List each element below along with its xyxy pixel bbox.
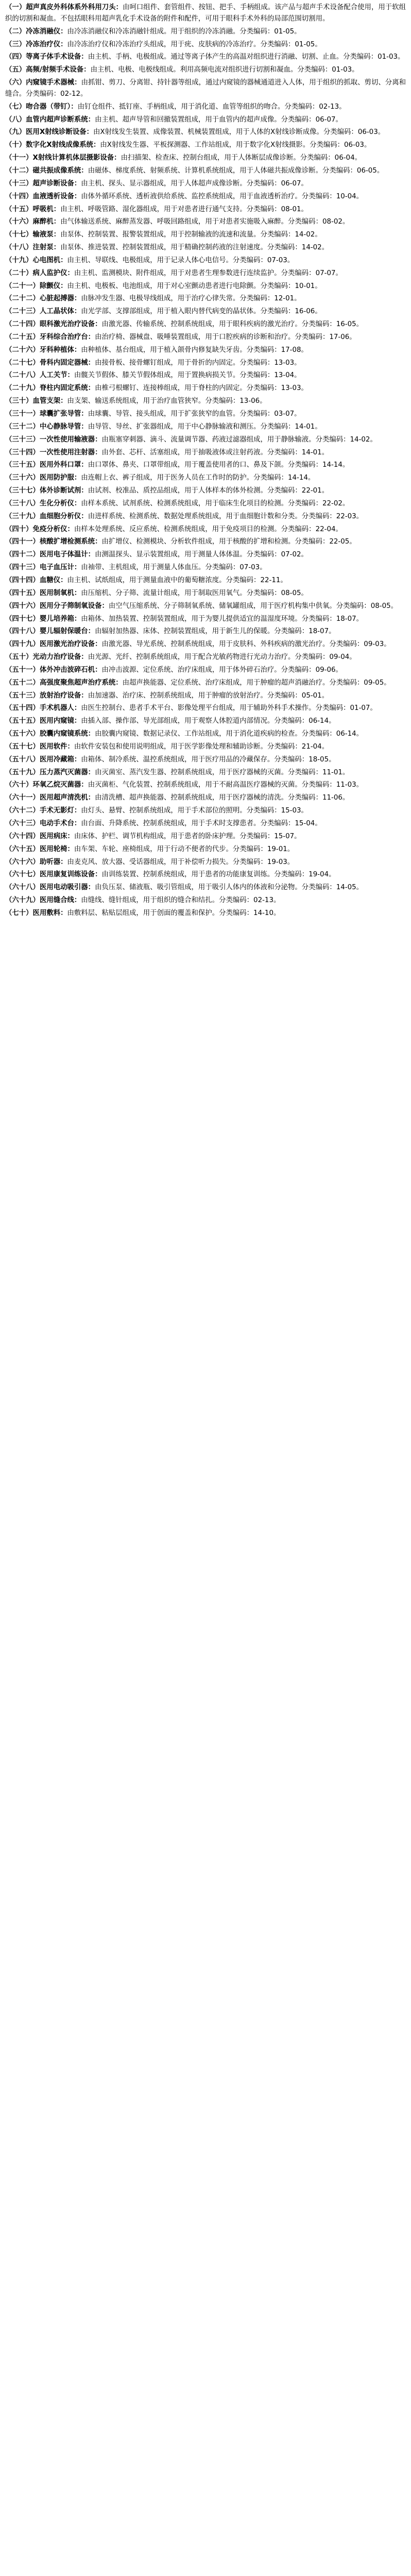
entry-paragraph xyxy=(5,536,406,548)
entry-body: 由连帽上衣、裤子组成，用于医务人员在工作时的防护。分类编码：14-14。 xyxy=(81,474,315,482)
entry-body: 由气体输送系统、麻醉蒸发器、呼吸回路组成，用于对患者实施吸入麻醉。分类编码：08-02。 xyxy=(60,218,350,226)
entry-paragraph xyxy=(5,524,406,535)
entry-paragraph xyxy=(5,511,406,522)
entry-body: 由激光器、传输系统、控制系统组成，用于眼科疾病的激光治疗。分类编码：16-05。 xyxy=(101,320,364,329)
entry-body: 由台面、升降系统、控制系统组成，用于手术时支撑患者。分类编码：15-04。 xyxy=(81,820,322,827)
entry-body: 由泵体、控制装置、报警装置组成，用于控制输液的流速和流量。分类编码：14-02。 xyxy=(60,231,322,239)
entry-body: 由钉仓组件、抵钉座、手柄组成，用于消化道、血管等组织的吻合。分类编码：02-13。 xyxy=(77,103,346,111)
entry-body: 由主机、探头、显示器组成，用于人体超声成像诊断。分类编码：06-07。 xyxy=(81,179,308,188)
entry-title: （三十五）医用外科口罩： xyxy=(5,461,88,469)
entry-title: （七）吻合器（带钉）： xyxy=(5,103,78,111)
entry-body: 由负压泵、储液瓶、吸引管组成，用于吸引人体内的体液和分泌物。分类编码：14-05。 xyxy=(95,884,364,892)
entry-body: 由主机、导联线、电极组成，用于记录人体心电信号。分类编码：07-03。 xyxy=(67,256,295,264)
entry-title: （三十二）中心静脉导管： xyxy=(5,422,88,431)
entry-body: 由X射线发生装置、成像装置、机械装置组成，用于人体的X射线诊断成像。分类编码：06-03。 xyxy=(93,128,385,137)
entry-title: （五）高频/射频手术设备： xyxy=(5,66,91,74)
entry-title: （四十五）医用制氧机： xyxy=(5,589,81,597)
entry-paragraph xyxy=(5,677,406,689)
entry-paragraph xyxy=(5,409,406,420)
entry-body: 由灯头、悬臂、控制系统组成，用于手术部位的照明。分类编码：15-03。 xyxy=(81,807,308,815)
entry-body: 由主机、手柄、电极组成。通过等离子体产生的高温对组织进行消融、切割、止血。分类编码：01-03。 xyxy=(88,53,405,61)
entry-body: 由空气压缩系统、分子筛制氧系统、储氧罐组成，用于医疗机构集中供氧。分类编码：08-05。 xyxy=(108,602,398,610)
entry-paragraph xyxy=(5,319,406,330)
entry-body: 由扩增仪、检测模块、分析软件组成，用于核酸的扩增和检测。分类编码：22-05。 xyxy=(101,538,356,546)
entry-body: 由试剂、校准品、质控品组成，用于人体样本的体外检测。分类编码：22-01。 xyxy=(88,487,329,495)
entry-paragraph xyxy=(5,216,406,228)
entry-paragraph xyxy=(5,792,406,804)
entry-title: （五十九）压力蒸汽灭菌器： xyxy=(5,768,95,776)
entry-paragraph xyxy=(5,754,406,766)
entry-paragraph xyxy=(5,741,406,753)
entry-body: 由冷冻消融仪和冷冻消融针组成。用于组织的冷冻消融。分类编码：01-05。 xyxy=(67,27,301,36)
entry-paragraph xyxy=(5,345,406,356)
entry-paragraph xyxy=(5,332,406,343)
entry-title: （二十八）人工关节： xyxy=(5,371,74,380)
entry-paragraph xyxy=(5,447,406,459)
entry-paragraph xyxy=(5,652,406,663)
entry-title: （十八）注射泵： xyxy=(5,244,61,252)
entry-paragraph xyxy=(5,472,406,484)
entry-title: （十一）X射线计算机体层摄影设备： xyxy=(5,154,121,162)
entry-paragraph xyxy=(5,716,406,727)
entry-body: 由超声换能器、定位系统、治疗床组成，用于肿瘤的超声消融治疗。分类编码：09-05。 xyxy=(122,679,391,687)
entry-paragraph xyxy=(5,601,406,612)
entry-title: （三十）血管支架： xyxy=(5,397,67,405)
entry-title: （三十三）一次性使用输液器： xyxy=(5,435,102,444)
entry-body: 由主机、监测模块、附件组成，用于对患者生理参数进行连续监护。分类编码：07-07。 xyxy=(74,269,342,277)
entry-title: （二十三）人工晶状体： xyxy=(5,308,81,316)
entry-body: 由脉冲发生器、电极导线组成，用于治疗心律失常。分类编码：12-01。 xyxy=(81,295,301,303)
entry-paragraph xyxy=(5,434,406,446)
entry-title: （六十五）医用轮椅： xyxy=(5,845,74,853)
entry-body: 由扫描架、检查床、控制台组成，用于人体断层成像诊断。分类编码：06-04。 xyxy=(121,154,362,162)
entry-body: 由训练装置、控制系统组成，用于患者的功能康复训练。分类编码：19-04。 xyxy=(101,871,336,879)
entry-paragraph xyxy=(5,204,406,215)
entry-body: 由清洗槽、超声换能器、控制系统组成，用于医疗器械的清洗。分类编码：11-06。 xyxy=(95,794,350,802)
entry-body: 由箱体、制冷系统、温控系统组成，用于医疗用品的冷藏保存。分类编码：18-05。 xyxy=(81,755,336,764)
entry-title: （二十九）脊柱内固定系统： xyxy=(5,384,95,393)
entry-title: （四十六）医用分子筛制氧设备： xyxy=(5,602,109,610)
entry-title: （五十五）医用内窥镜： xyxy=(5,717,81,725)
entry-body: 由辐射加热器、床体、控制装置组成，用于新生儿的保暖。分类编码：18-07。 xyxy=(95,628,336,636)
entry-body: 由瓶塞穿刺器、滴斗、流量调节器、药液过滤器组成，用于静脉输液。分类编码：14-02。 xyxy=(101,435,377,444)
entry-title: （四十）免疫分析仪： xyxy=(5,525,74,533)
entry-paragraph xyxy=(5,140,406,151)
entry-body: 由主机、超声导管和回撤装置组成，用于血管内的超声成像。分类编码：06-07。 xyxy=(95,115,342,124)
entry-body: 由激光器、导光系统、控制系统组成，用于皮肤科、外科疾病的激光治疗。分类编码：09-03。 xyxy=(101,640,391,649)
entry-paragraph xyxy=(5,869,406,880)
entry-title: （二十五）牙科综合治疗台： xyxy=(5,333,95,341)
entry-paragraph xyxy=(5,293,406,304)
entry-title: （五十六）胶囊内窥镜系统： xyxy=(5,730,95,738)
entry-title: （三十六）医用防护服： xyxy=(5,474,81,482)
entry-body: 由光学部、支撑部组成，用于植入眼内替代病变的晶状体。分类编码：16-06。 xyxy=(81,308,322,316)
entry-paragraph xyxy=(5,728,406,740)
entry-title: （六）内窥镜手术器械： xyxy=(5,79,81,87)
entry-body: 由缝线、缝针组成，用于组织的缝合和结扎。分类编码：02-13。 xyxy=(81,896,281,905)
entry-paragraph xyxy=(5,114,406,126)
entry-body: 由主机、试纸组成，用于测量血液中的葡萄糖浓度。分类编码：22-11。 xyxy=(67,576,287,584)
entry-body: 由样本处理系统、反应系统、检测系统组成，用于免疫项目的检测。分类编码：22-04。 xyxy=(74,525,342,533)
entry-title: （六十七）医用康复训练设备： xyxy=(5,871,102,879)
entry-paragraph xyxy=(5,39,406,50)
entry-title: （八）血管内超声诊断系统： xyxy=(5,115,95,124)
entry-paragraph xyxy=(5,690,406,702)
entry-title: （十九）心电图机： xyxy=(5,256,67,264)
entry-title: （十五）呼吸机： xyxy=(5,205,61,213)
entry-title: （五十八）医用冷藏箱： xyxy=(5,755,81,764)
entry-paragraph xyxy=(5,281,406,292)
entry-paragraph xyxy=(5,588,406,599)
entry-title: （三）冷冻治疗仪： xyxy=(5,40,67,48)
entry-paragraph xyxy=(5,831,406,842)
entry-title: （六十八）医用电动吸引器： xyxy=(5,884,95,892)
entry-title: （十三）超声诊断设备： xyxy=(5,179,81,188)
entry-body: 由加速器、治疗床、控制系统组成，用于肿瘤的放射治疗。分类编码：05-01。 xyxy=(88,691,329,700)
entry-title: （四十七）婴儿培养箱： xyxy=(5,615,81,623)
entry-body: 由主机、电极、电极线组成。利用高频电流对组织进行切割和凝血。分类编码：01-03。 xyxy=(90,66,359,74)
entry-title: （六十六）助听器： xyxy=(5,858,67,866)
entry-body: 由灭菌柜、气化装置、控制系统组成，用于不耐高温医疗器械的灭菌。分类编码：11-03。 xyxy=(88,781,364,789)
entry-body: 由外套、芯杆、活塞组成，用于抽吸液体或注射药液。分类编码：14-01。 xyxy=(101,448,329,456)
entry-title: （六十三）电动手术台： xyxy=(5,820,81,827)
entry-title: （六十一）医用超声清洗机： xyxy=(5,794,95,802)
entry-paragraph xyxy=(5,779,406,791)
entry-title: （十六）麻醉机： xyxy=(5,218,61,226)
entry-title: （十二）磁共振成像系统： xyxy=(5,166,88,175)
entry-title: （五十三）放射治疗设备： xyxy=(5,691,88,700)
entry-paragraph xyxy=(5,77,406,100)
entry-body: 由口罩体、鼻夹、口罩带组成，用于覆盖使用者的口、鼻及下颌。分类编码：14-14。 xyxy=(88,461,350,469)
entry-title: （二十二）心脏起搏器： xyxy=(5,295,81,303)
entry-body: 由压缩机、分子筛、流量计组成，用于制取医用氧气。分类编码：08-05。 xyxy=(81,589,308,597)
entry-title: （四）等离子体手术设备： xyxy=(5,53,88,61)
entry-paragraph xyxy=(5,498,406,510)
entry-body: 由主机、电极板、电池组成，用于对心室颤动患者进行电除颤。分类编码：10-01。 xyxy=(67,282,322,290)
entry-title: （三十九）血细胞分析仪： xyxy=(5,512,88,520)
entry-title: （三十四）一次性使用注射器： xyxy=(5,448,102,456)
entry-body: 由冲击波源、定位系统、治疗床组成，用于体外碎石治疗。分类编码：09-06。 xyxy=(101,666,342,674)
entry-title: （四十一）核酸扩增检测系统： xyxy=(5,538,102,546)
entry-body: 由箱体、加热装置、控制装置组成，用于为婴儿提供适宜的温湿度环境。分类编码：18-07。 xyxy=(81,615,364,623)
entry-paragraph xyxy=(5,818,406,829)
entry-body: 由髋关节假体、膝关节假体组成，用于置换病损关节。分类编码：13-04。 xyxy=(74,371,301,380)
entry-title: （六十四）医用病床： xyxy=(5,832,74,840)
entry-paragraph xyxy=(5,101,406,113)
entry-paragraph xyxy=(5,844,406,855)
entry-title: （五十一）体外冲击波碎石机： xyxy=(5,666,102,674)
entry-title: （六十二）手术无影灯： xyxy=(5,807,81,815)
entry-body: 由磁体、梯度系统、射频系统、计算机系统组成，用于人体磁共振成像诊断。分类编码：06-05。 xyxy=(88,166,384,175)
entry-body: 由软件安装包和使用说明组成，用于医学影像处理和辅助诊断。分类编码：21-04。 xyxy=(74,742,329,751)
entry-paragraph xyxy=(5,549,406,561)
entry-body: 由支架、输送系统组成，用于治疗血管狭窄。分类编码：13-06。 xyxy=(67,397,267,405)
entry-paragraph xyxy=(5,178,406,190)
entry-title: （二十）病人监护仪： xyxy=(5,269,74,277)
entry-paragraph xyxy=(5,306,406,317)
entry-paragraph xyxy=(5,421,406,433)
entry-body: 由球囊、导管、接头组成，用于扩张狭窄的血管。分类编码：03-07。 xyxy=(88,410,301,418)
entry-title: （五十四）手术机器人： xyxy=(5,704,81,713)
entry-title: （七十）医用敷料： xyxy=(5,909,67,917)
entry-paragraph xyxy=(5,26,406,38)
entry-body: 由主机、呼吸管路、湿化器组成，用于对患者进行通气支持。分类编码：08-01。 xyxy=(60,205,308,213)
entry-body: 由光源、光纤、控制系统组成，用于配合光敏药物进行光动力治疗。分类编码：09-04。 xyxy=(88,653,356,662)
entry-title: （二十一）除颤仪： xyxy=(5,282,67,290)
entry-paragraph xyxy=(5,396,406,407)
entry-body: 由体外循环系统、透析液供给系统、监控系统组成，用于血液透析治疗。分类编码：10-04。 xyxy=(81,192,364,200)
entry-paragraph xyxy=(5,665,406,676)
entry-paragraph xyxy=(5,191,406,202)
entry-paragraph xyxy=(5,268,406,279)
entry-paragraph xyxy=(5,127,406,138)
entry-body: 由敷料层、粘贴层组成，用于创面的覆盖和保护。分类编码：14-10。 xyxy=(67,909,281,917)
entry-paragraph xyxy=(5,626,406,637)
entry-title: （四十三）电子血压计： xyxy=(5,564,81,572)
entry-paragraph xyxy=(5,908,406,919)
entry-body: 由治疗椅、器械盘、吸唾装置组成，用于口腔疾病的诊断和治疗。分类编码：17-06。 xyxy=(95,333,356,341)
entry-body: 由种植体、基台组成，用于植入颌骨内修复缺失牙齿。分类编码：17-08。 xyxy=(81,346,308,354)
entry-paragraph xyxy=(5,358,406,369)
entry-body: 由车架、车轮、座椅组成，用于行动不便者的代步。分类编码：19-01。 xyxy=(74,845,295,853)
entry-paragraph xyxy=(5,485,406,497)
entry-title: （十）数字化X射线成像系统： xyxy=(5,141,100,149)
entry-paragraph xyxy=(5,575,406,586)
entry-paragraph xyxy=(5,64,406,76)
entry-title: （三十七）体外诊断试剂： xyxy=(5,487,88,495)
entry-body: 由测温探头、显示装置组成，用于测量人体体温。分类编码：07-02。 xyxy=(95,551,308,559)
entry-paragraph xyxy=(5,2,406,25)
entry-body: 由进样系统、检测系统、数据处理系统组成，用于血细胞计数和分类。分类编码：22-03。 xyxy=(88,512,364,520)
entry-body: 由接骨板、接骨螺钉组成，用于骨折的内固定。分类编码：13-03。 xyxy=(95,359,301,367)
entry-body: 由抓钳、剪刀、分离钳、持针器等组成，通过内窥镜的器械通道进入人体，用于组织的抓取、剪切、分离和缝合。分类编码：02-12。 xyxy=(5,79,406,98)
entry-paragraph xyxy=(5,882,406,893)
entry-paragraph xyxy=(5,370,406,381)
entry-title: （一）超声真皮外科体系外科用刀头： xyxy=(5,4,123,11)
entry-title: （十四）血液透析设备： xyxy=(5,192,81,200)
entry-title: （十七）输液泵： xyxy=(5,231,61,239)
entry-body: 由灭菌室、蒸汽发生器、控制系统组成，用于医疗器械的灭菌。分类编码：11-01。 xyxy=(95,768,350,776)
entry-paragraph xyxy=(5,255,406,266)
entry-title: （二）冷冻消融仪： xyxy=(5,27,67,36)
entry-title: （五十七）医用软件： xyxy=(5,742,74,751)
entry-title: （六十）环氧乙烷灭菌器： xyxy=(5,781,88,789)
entry-title: （六十九）医用缝合线： xyxy=(5,896,81,905)
entry-title: （二十七）骨科内固定器械： xyxy=(5,359,95,367)
entry-paragraph xyxy=(5,460,406,471)
entry-paragraph xyxy=(5,639,406,650)
entry-body: 由X射线发生器、平板探测器、工作站组成，用于数字化X射线摄影。分类编码：06-03。 xyxy=(100,141,371,149)
entry-body: 由泵体、推进装置、控制装置组成，用于精确控制药液的注射速度。分类编码：14-02。 xyxy=(60,244,329,252)
entry-paragraph xyxy=(5,152,406,164)
entry-paragraph xyxy=(5,562,406,573)
entry-paragraph xyxy=(5,895,406,906)
entry-title: （九）医用X射线诊断设备： xyxy=(5,128,94,137)
entry-body: 由插入部、操作部、导光部组成，用于观察人体腔道内部情况。分类编码：06-14。 xyxy=(81,717,336,725)
entry-paragraph xyxy=(5,703,406,714)
entry-title: （四十九）医用激光治疗设备： xyxy=(5,640,102,649)
entry-paragraph xyxy=(5,614,406,625)
document xyxy=(0,0,411,936)
entry-body: 由呵口组件、套管组件、按钮、把手、手柄组成。该产品与超声手术设备配合使用，用于软组织的切割和凝血。不包括眼科用超声乳化手术设备的附件和配件，可用于眼科手术外科的局部范围切割用。 xyxy=(5,4,406,23)
entry-body: 由袖带、主机组成，用于测量人体血压。分类编码：07-03。 xyxy=(81,564,267,572)
entry-paragraph xyxy=(5,165,406,177)
entry-title: （四十四）血糖仪： xyxy=(5,576,67,584)
entry-body: 由样本系统、试剂系统、检测系统组成，用于临床生化项目的检测。分类编码：22-02。 xyxy=(81,499,350,507)
entry-title: （二十四）眼科激光治疗设备： xyxy=(5,320,102,329)
entry-title: （二十六）牙科种植体： xyxy=(5,346,81,354)
entry-paragraph xyxy=(5,383,406,394)
entry-title: （五十）光动力治疗设备： xyxy=(5,653,88,662)
entry-title: （三十一）球囊扩张导管： xyxy=(5,410,88,418)
entry-body: 由麦克风、放大器、受话器组成，用于补偿听力损失。分类编码：19-03。 xyxy=(67,858,295,866)
entry-body: 由冷冻治疗仪和冷冻治疗头组成，用于疣、皮肤病的冷冻治疗。分类编码：01-05。 xyxy=(67,40,322,48)
entry-title: （五十二）高强度聚焦超声治疗系统： xyxy=(5,679,123,687)
entry-body: 由椎弓根螺钉、连接棒组成，用于脊柱的内固定。分类编码：13-03。 xyxy=(95,384,308,393)
entry-paragraph xyxy=(5,857,406,868)
entry-body: 由床体、护栏、调节机构组成，用于患者的卧床护理。分类编码：15-07。 xyxy=(74,832,301,840)
entry-paragraph xyxy=(5,242,406,253)
entry-body: 由导管、导丝、扩张器组成，用于中心静脉输液和测压。分类编码：14-01。 xyxy=(88,422,322,431)
entry-paragraph xyxy=(5,805,406,817)
entry-title: （四十二）医用电子体温计： xyxy=(5,551,95,559)
entry-title: （四十八）婴儿辐射保暖台： xyxy=(5,628,95,636)
entry-body: 由胶囊内窥镜、数据记录仪、工作站组成，用于消化道疾病的检查。分类编码：06-14。 xyxy=(95,730,364,738)
entry-body: 由医生控制台、患者手术平台、影像处理平台组成，用于辅助外科手术操作。分类编码：01-07。 xyxy=(81,704,377,713)
entry-paragraph xyxy=(5,52,406,63)
entry-paragraph xyxy=(5,229,406,241)
entry-paragraph xyxy=(5,767,406,778)
entry-title: （三十八）生化分析仪： xyxy=(5,499,81,507)
